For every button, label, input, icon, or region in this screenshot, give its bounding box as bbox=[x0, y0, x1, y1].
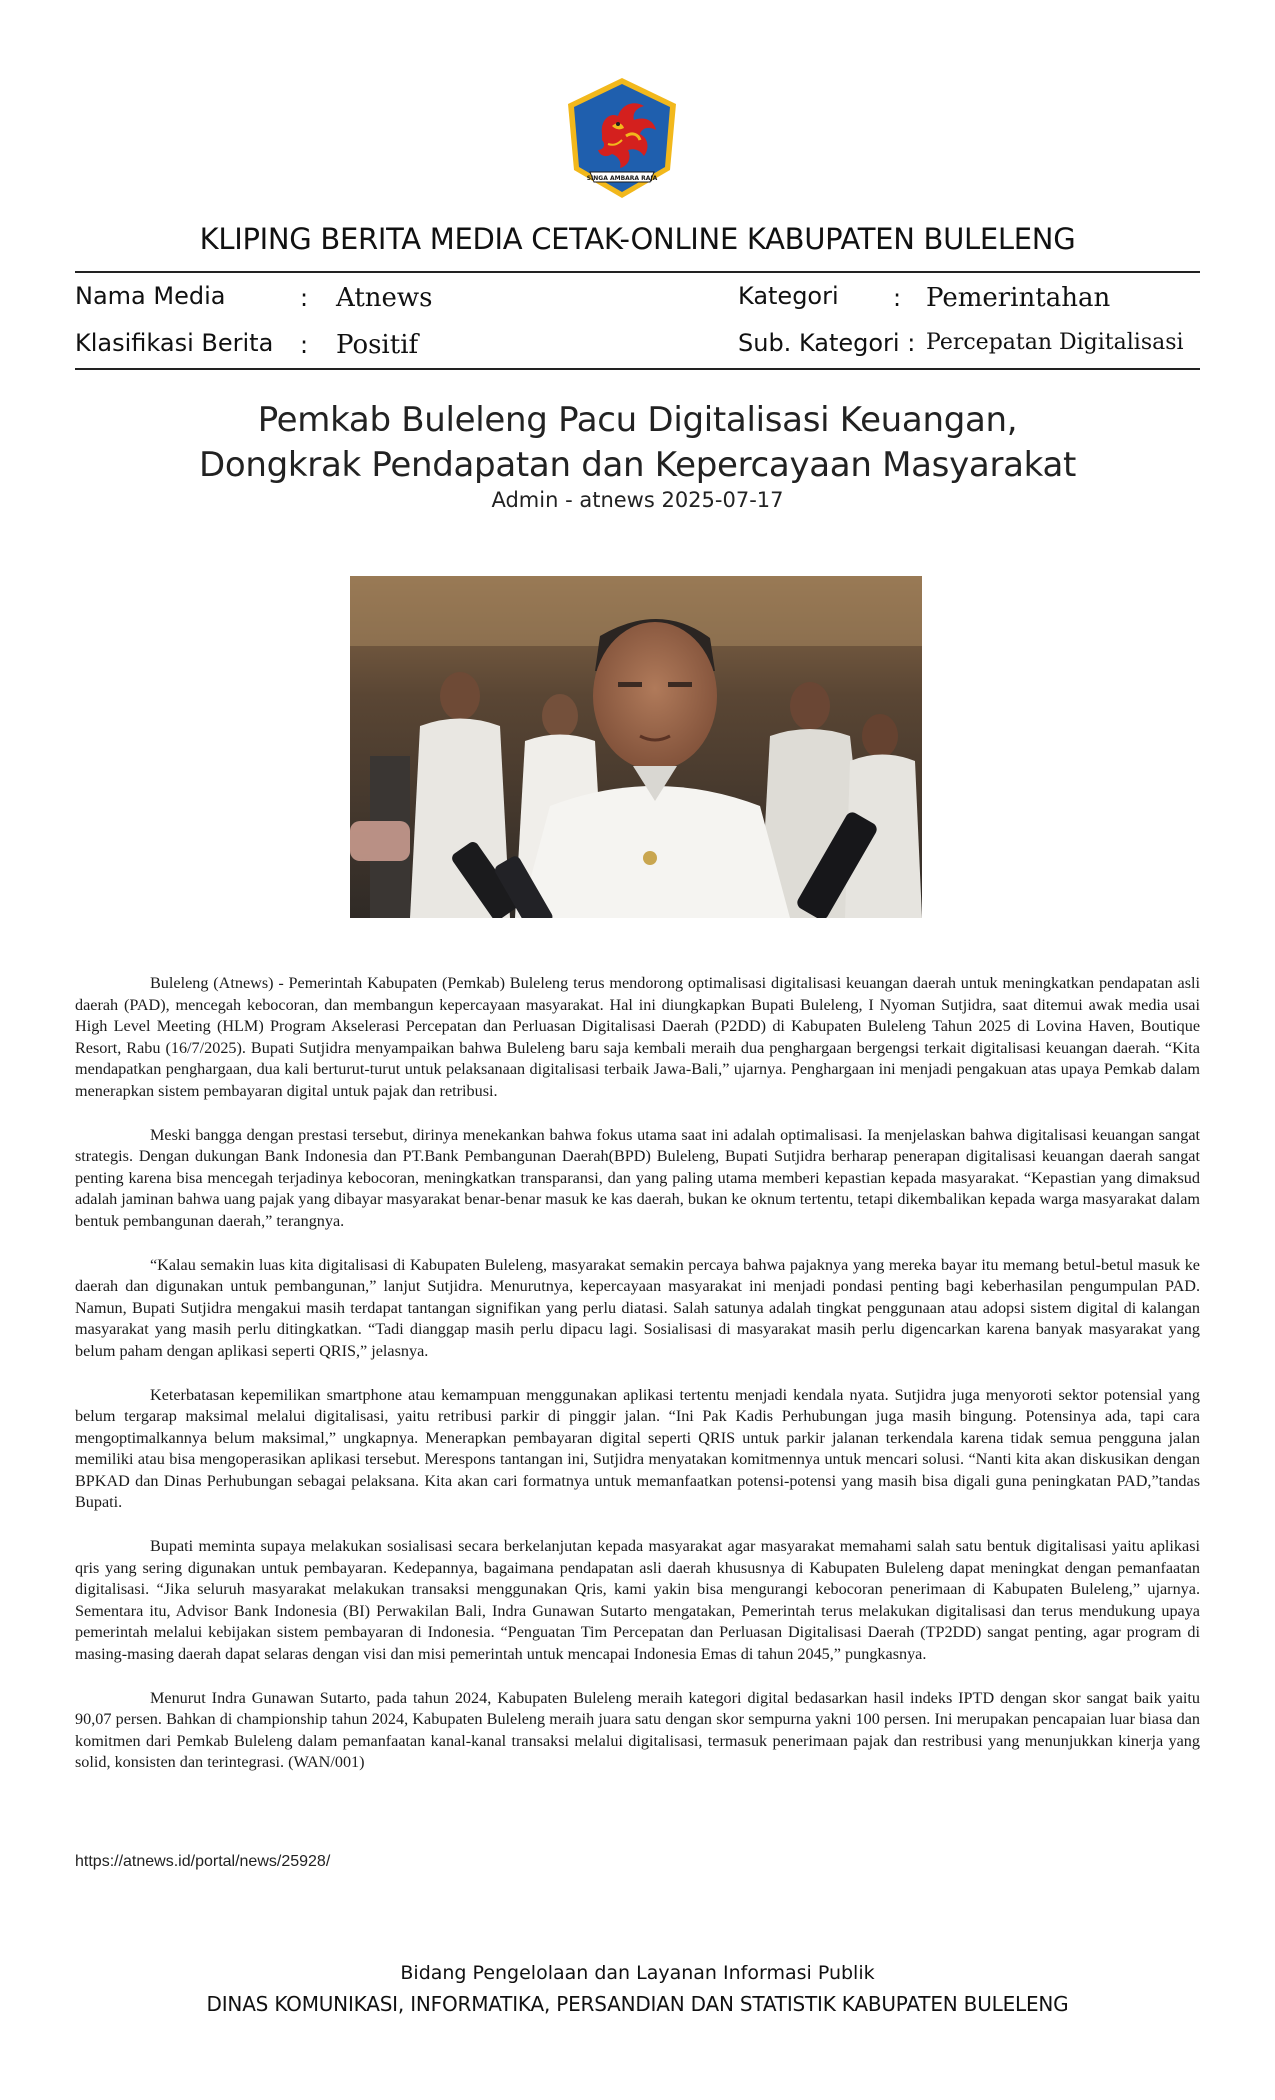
article-byline: Admin - atnews 2025-07-17 bbox=[491, 488, 784, 512]
article-title-line2: Dongkrak Pendapatan dan Kepercayaan Masyarakat bbox=[198, 445, 1077, 485]
footer-agency-name: DINAS KOMUNIKASI, INFORMATIKA, PERSANDIAN DAN STATISTIK KABUPATEN BULELENG bbox=[206, 1992, 1069, 2016]
footer-division-name: Bidang Pengelolaan dan Layanan Informasi Publik bbox=[400, 1962, 875, 1984]
category-label: Kategori bbox=[738, 282, 839, 310]
category-separator: : bbox=[893, 284, 902, 312]
svg-text:SINGA AMBARA RAJA: SINGA AMBARA RAJA bbox=[586, 175, 658, 182]
article-title-line1: Pemkab Buleleng Pacu Digitalisasi Keuangan, bbox=[257, 400, 1018, 440]
media-name-label: Nama Media bbox=[75, 282, 226, 310]
subcategory-value: Percepatan Digitalisasi bbox=[926, 330, 1184, 355]
article-paragraph: Menurut Indra Gunawan Sutarto, pada tahun 2024, Kabupaten Buleleng meraih kategori digital bedasarkan hasil indeks IPTD dengan skor sangat baik yaitu 90,07 persen. Bahkan di championship tahun 2024, Kabupaten Buleleng meraih juara satu dengan skor sempurna yakni 100 persen. Ini merupakan pencapaian luar biasa dan komitmen dari Pemkab Buleleng dalam pemanfaatan kanal-kanal transaksi melalui digitalisasi, termasuk penerimaan pajak dan restribusi yang menunjukkan kinerja yang solid, konsisten dan terintegrasi. (WAN/001) bbox=[75, 1688, 1200, 1772]
article-paragraph: Meski bangga dengan prestasi tersebut, dirinya menekankan bahwa fokus utama saat ini adalah optimalisasi. Ia menjelaskan bahwa digitalisasi keuangan sangat strategis. Dengan dukungan Bank Indonesia dan PT.Bank Pembangunan Daerah(BPD) Buleleng, Bupati Sutjidra berharap penerapan digitalisasi keuangan daerah sangat penting karena bisa mencegah terjadinya kebocoran, meningkatkan transparansi, dan yang paling utama memberi kepastian kepada masyarakat. “Kepastian yang dimaksud adalah jaminan bahwa uang pajak yang dibayar masyarakat benar-benar masuk ke kas daerah, bukan ke oknum tertentu, tetapi dikembalikan kepada warga masyarakat dalam bentuk pembangunan daerah,” terangnya. bbox=[75, 1125, 1200, 1230]
news-classification-value: Positif bbox=[336, 330, 419, 360]
clipping-header-title: KLIPING BERITA MEDIA CETAK-ONLINE KABUPATEN BULELENG bbox=[199, 222, 1076, 256]
media-name-value: Atnews bbox=[336, 283, 433, 313]
news-classification-separator: : bbox=[300, 331, 309, 359]
subcategory-label: Sub. Kategori : bbox=[738, 329, 916, 357]
header-top-divider bbox=[75, 271, 1200, 273]
article-paragraph: “Kalau semakin luas kita digitalisasi di Kabupaten Buleleng, masyarakat semakin percaya bahwa pajaknya yang mereka bayar itu memang betul-betul masuk ke daerah dan digunakan untuk pembangunan,” lanjut Sutjidra. Menurutnya, kepercayaan masyarakat ini menjadi pondasi penting bagi keberhasilan pengumpulan PAD. Namun, Bupati Sutjidra mengakui masih terdapat tantangan signifikan yang perlu diatasi. Salah satunya adalah tingkat penggunaan atau adopsi sistem digital di kalangan masyarakat yang masih perlu ditingkatkan. “Tadi dianggap masih perlu dipacu lagi. Sosialisasi di masyarakat masih perlu digencarkan karena banyak masyarakat yang belum paham dengan aplikasi seperti QRIS,” jelasnya. bbox=[75, 1255, 1200, 1360]
buleleng-regency-emblem-icon bbox=[562, 74, 682, 202]
article-paragraph: Bupati meminta supaya melakukan sosialisasi secara berkelanjutan kepada masyarakat agar masyarakat memahami salah satu bentuk digitalisasi yaitu aplikasi qris yang sering digunakan untuk pembayaran. Kedepannya, bagaimana pendapatan asli daerah khususnya di Kabupaten Buleleng dapat meningkat dengan pemanfaatan digitalisasi. “Jika seluruh masyarakat melakukan transaksi menggunakan Qris, kami yakin bisa mengurangi kebocoran penerimaan di Kabupaten Buleleng,” ujarnya. Sementara itu, Advisor Bank Indonesia (BI) Perwakilan Bali, Indra Gunawan Sutarto mengatakan, Pemerintah terus melakukan digitalisasi dan terus mendukung upaya pemerintah melalui kebijakan sistem pembayaran di Indonesia. “Penguatan Tim Percepatan dan Perluasan Digitalisasi Daerah (TP2DD) sangat penting, agar program di masing-masing daerah dapat selaras dengan visi dan misi pemerintah untuk mencapai Indonesia Emas di tahun 2045,” pungkasnya. bbox=[75, 1537, 1200, 1664]
category-value: Pemerintahan bbox=[926, 283, 1111, 313]
article-body bbox=[75, 973, 1200, 1796]
news-classification-label: Klasifikasi Berita bbox=[75, 329, 274, 357]
article-paragraph: Keterbatasan kepemilikan smartphone atau kemampuan menggunakan aplikasi tertentu menjadi kendala nyata. Sutjidra juga menyoroti sektor potensial yang belum tergarap maksimal melalui digitalisasi, yaitu retribusi parkir di pinggir jalan. “Ini Pak Kadis Perhubungan juga masih bingung. Potensinya ada, tapi cara mengoptimalkannya belum maksimal,” ungkapnya. Menerapkan pembayaran digital seperti QRIS untuk parkir jalanan terkendala karena tidak semua pengguna jalan memiliki atau bisa mengoperasikan aplikasi tersebut. Merespons tantangan ini, Sutjidra menyatakan komitmennya untuk mencari solusi. “Nanti kita akan diskusikan dengan BPKAD dan Dinas Perhubungan sebagai pelaksana. Kita akan cari formatnya untuk memanfaatkan potensi-potensi yang masih bisa digali guna peningkatan PAD,”tandas Bupati. bbox=[75, 1385, 1200, 1512]
header-bottom-divider bbox=[75, 368, 1200, 370]
source-url-link[interactable]: https://atnews.id/portal/news/25928/ bbox=[75, 1853, 331, 1870]
article-paragraph: Buleleng (Atnews) - Pemerintah Kabupaten (Pemkab) Buleleng terus mendorong optimalisasi digitalisasi keuangan daerah untuk meningkatkan pendapatan asli daerah (PAD), mencegah kebocoran, dan membangun kepercayaan masyarakat. Hal ini diungkapkan Bupati Buleleng, I Nyoman Sutjidra, saat ditemui awak media usai High Level Meeting (HLM) Program Akselerasi Percepatan dan Perluasan Digitalisasi Daerah (P2DD) di Kabupaten Buleleng Tahun 2025 di Lovina Haven, Boutique Resort, Rabu (16/7/2025). Bupati Sutjidra menyampaikan bahwa Buleleng baru saja kembali meraih dua penghargaan bergengsi terkait digitalisasi keuangan daerah. “Kita mendapatkan penghargaan, dua kali berturut-turut untuk pelaksanaan digitalisasi terbaik Jawa-Bali,” ujarnya. Penghargaan ini menjadi pengakuan atas upaya Pemkab dalam menerapkan sistem pembayaran digital untuk pajak dan retribusi. bbox=[75, 974, 1200, 1100]
media-name-separator: : bbox=[300, 284, 309, 312]
article-photo bbox=[350, 576, 922, 918]
